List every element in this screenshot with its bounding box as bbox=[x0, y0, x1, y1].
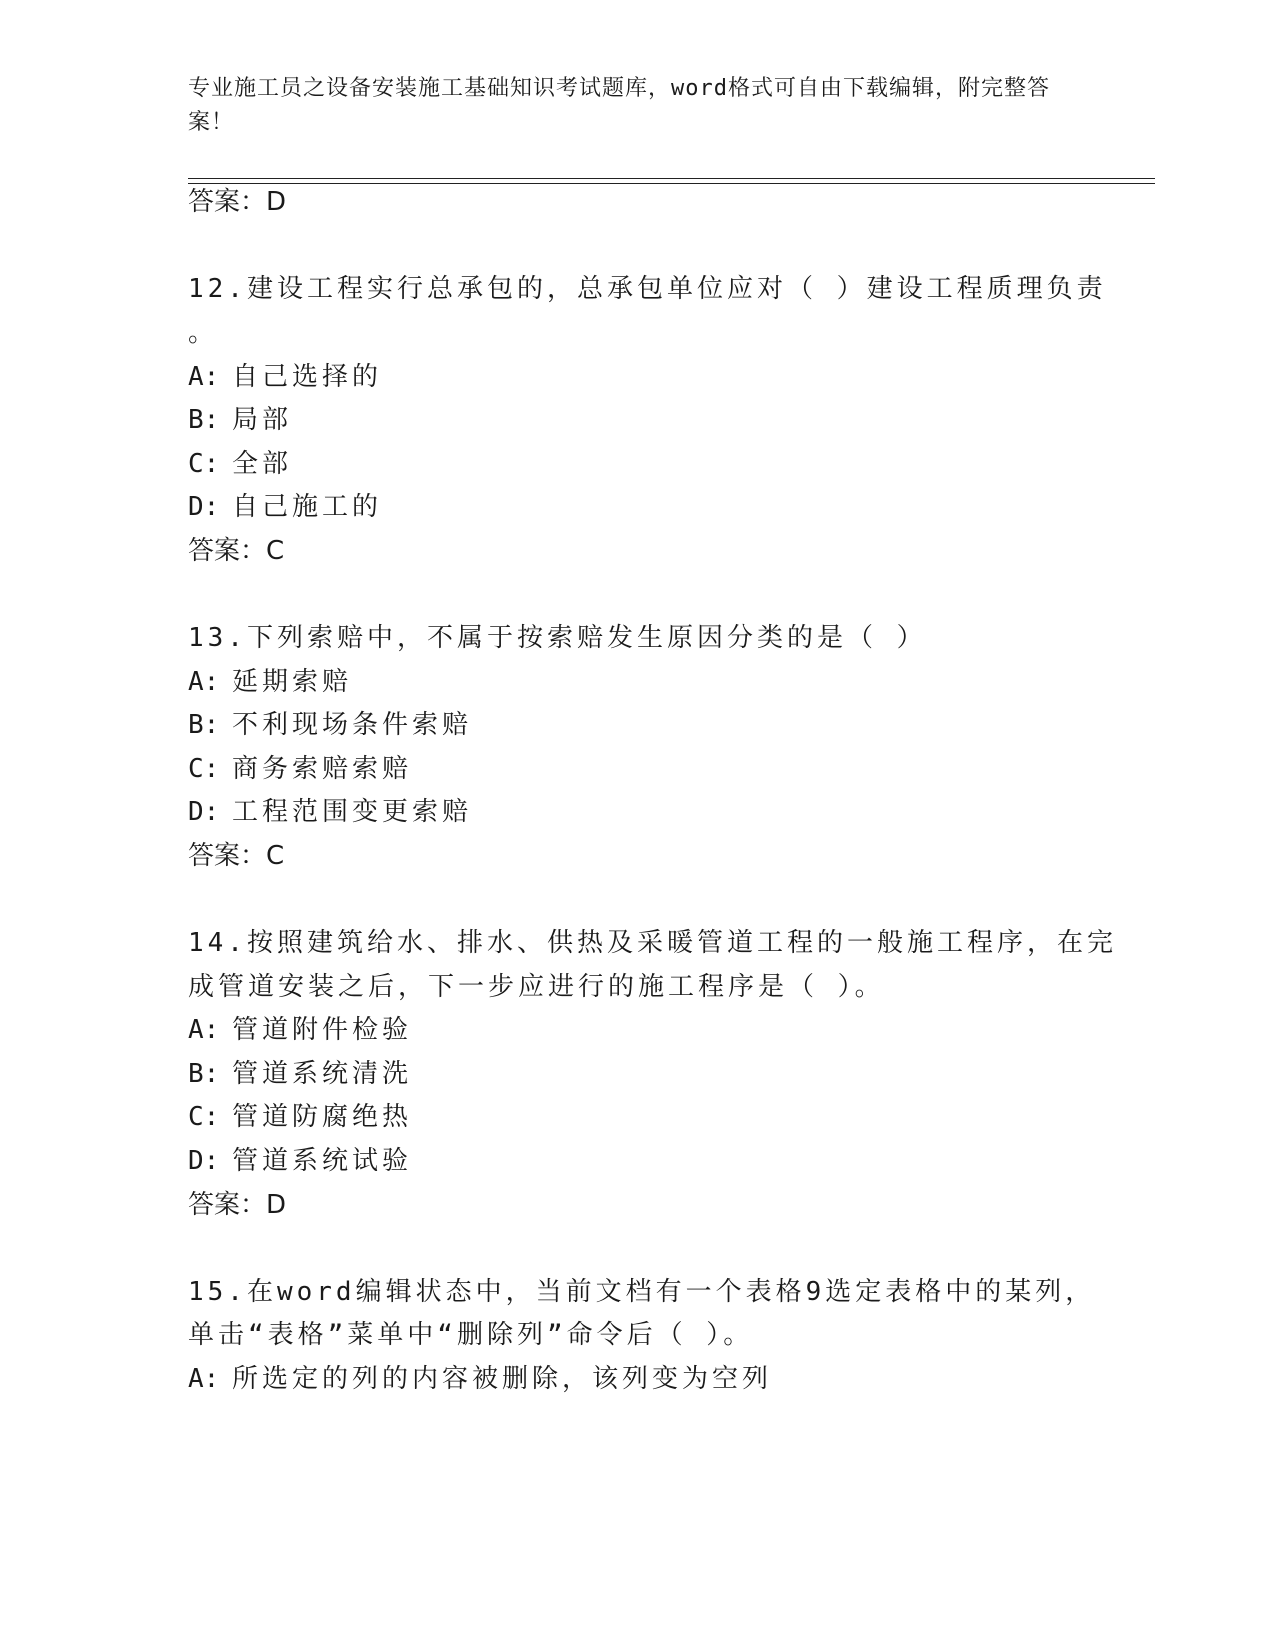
question-15-option-a bbox=[188, 1362, 772, 1396]
option-text: 局部 bbox=[232, 405, 293, 435]
option-label: C: bbox=[188, 754, 220, 784]
page-header: 专业施工员之设备安装施工基础知识考试题库，word格式可自由下载编辑，附完整答案！ bbox=[188, 76, 1050, 135]
question-14-option-b bbox=[188, 1057, 412, 1091]
option-text: 管道防腐绝热 bbox=[232, 1102, 413, 1132]
question-14-option-c bbox=[188, 1100, 412, 1134]
question-15-text-line2: 单击“表格”菜单中“删除列”命令后（ ）。 bbox=[188, 1320, 754, 1350]
option-label: A: bbox=[188, 1364, 220, 1394]
question-13-option-b bbox=[188, 708, 472, 742]
option-label: A: bbox=[188, 362, 220, 392]
option-label: D: bbox=[188, 492, 220, 522]
question-13-option-d bbox=[188, 795, 472, 829]
option-text: 工程范围变更索赔 bbox=[232, 797, 473, 827]
option-text: 自己施工的 bbox=[232, 492, 383, 522]
question-12-answer: 答案：C bbox=[188, 536, 285, 566]
option-text: 全部 bbox=[232, 449, 293, 479]
option-text: 管道附件检验 bbox=[232, 1015, 413, 1045]
question-14-text-line2: 成管道安装之后，下一步应进行的施工程序是（ ）。 bbox=[188, 972, 885, 1002]
option-text: 管道系统试验 bbox=[232, 1146, 413, 1176]
question-13-answer: 答案：C bbox=[188, 841, 285, 871]
option-text: 商务索赔索赔 bbox=[232, 754, 413, 784]
option-label: B: bbox=[188, 405, 220, 435]
option-label: B: bbox=[188, 1059, 220, 1089]
option-label: C: bbox=[188, 1102, 220, 1132]
option-text: 所选定的列的内容被删除，该列变为空列 bbox=[232, 1364, 773, 1394]
question-12-option-d bbox=[188, 490, 382, 524]
option-text: 延期索赔 bbox=[232, 667, 353, 697]
option-text: 管道系统清洗 bbox=[232, 1059, 413, 1089]
question-13-option-a bbox=[188, 665, 352, 699]
option-text: 不利现场条件索赔 bbox=[232, 710, 473, 740]
question-13-text: 13.下列索赔中，不属于按索赔发生原因分类的是（ ） bbox=[188, 623, 927, 653]
question-12-text: 12.建设工程实行总承包的，总承包单位应对（ ）建设工程质理负责 bbox=[188, 274, 1107, 304]
option-label: B: bbox=[188, 710, 220, 740]
option-label: A: bbox=[188, 1015, 220, 1045]
answer-line: 答案：D bbox=[188, 187, 287, 217]
option-label: A: bbox=[188, 667, 220, 697]
question-14-option-d bbox=[188, 1144, 412, 1178]
question-12-option-a bbox=[188, 360, 382, 394]
question-14-text: 14.按照建筑给水、排水、供热及采暖管道工程的一般施工程序，在完 bbox=[188, 928, 1117, 958]
question-14-option-a bbox=[188, 1013, 412, 1047]
option-label: D: bbox=[188, 797, 220, 827]
question-12-text-line2: 。 bbox=[188, 318, 219, 348]
question-13-option-c bbox=[188, 752, 412, 786]
question-15-text: 15.在word编辑状态中，当前文档有一个表格9选定表格中的某列， bbox=[188, 1277, 1096, 1307]
question-12-option-c bbox=[188, 447, 292, 481]
option-text: 自己选择的 bbox=[232, 362, 383, 392]
header-rule-top bbox=[188, 178, 1155, 179]
question-14-answer: 答案：D bbox=[188, 1190, 287, 1220]
header-rule-bottom bbox=[188, 183, 1155, 184]
option-label: D: bbox=[188, 1146, 220, 1176]
question-12-option-b bbox=[188, 403, 292, 437]
option-label: C: bbox=[188, 449, 220, 479]
